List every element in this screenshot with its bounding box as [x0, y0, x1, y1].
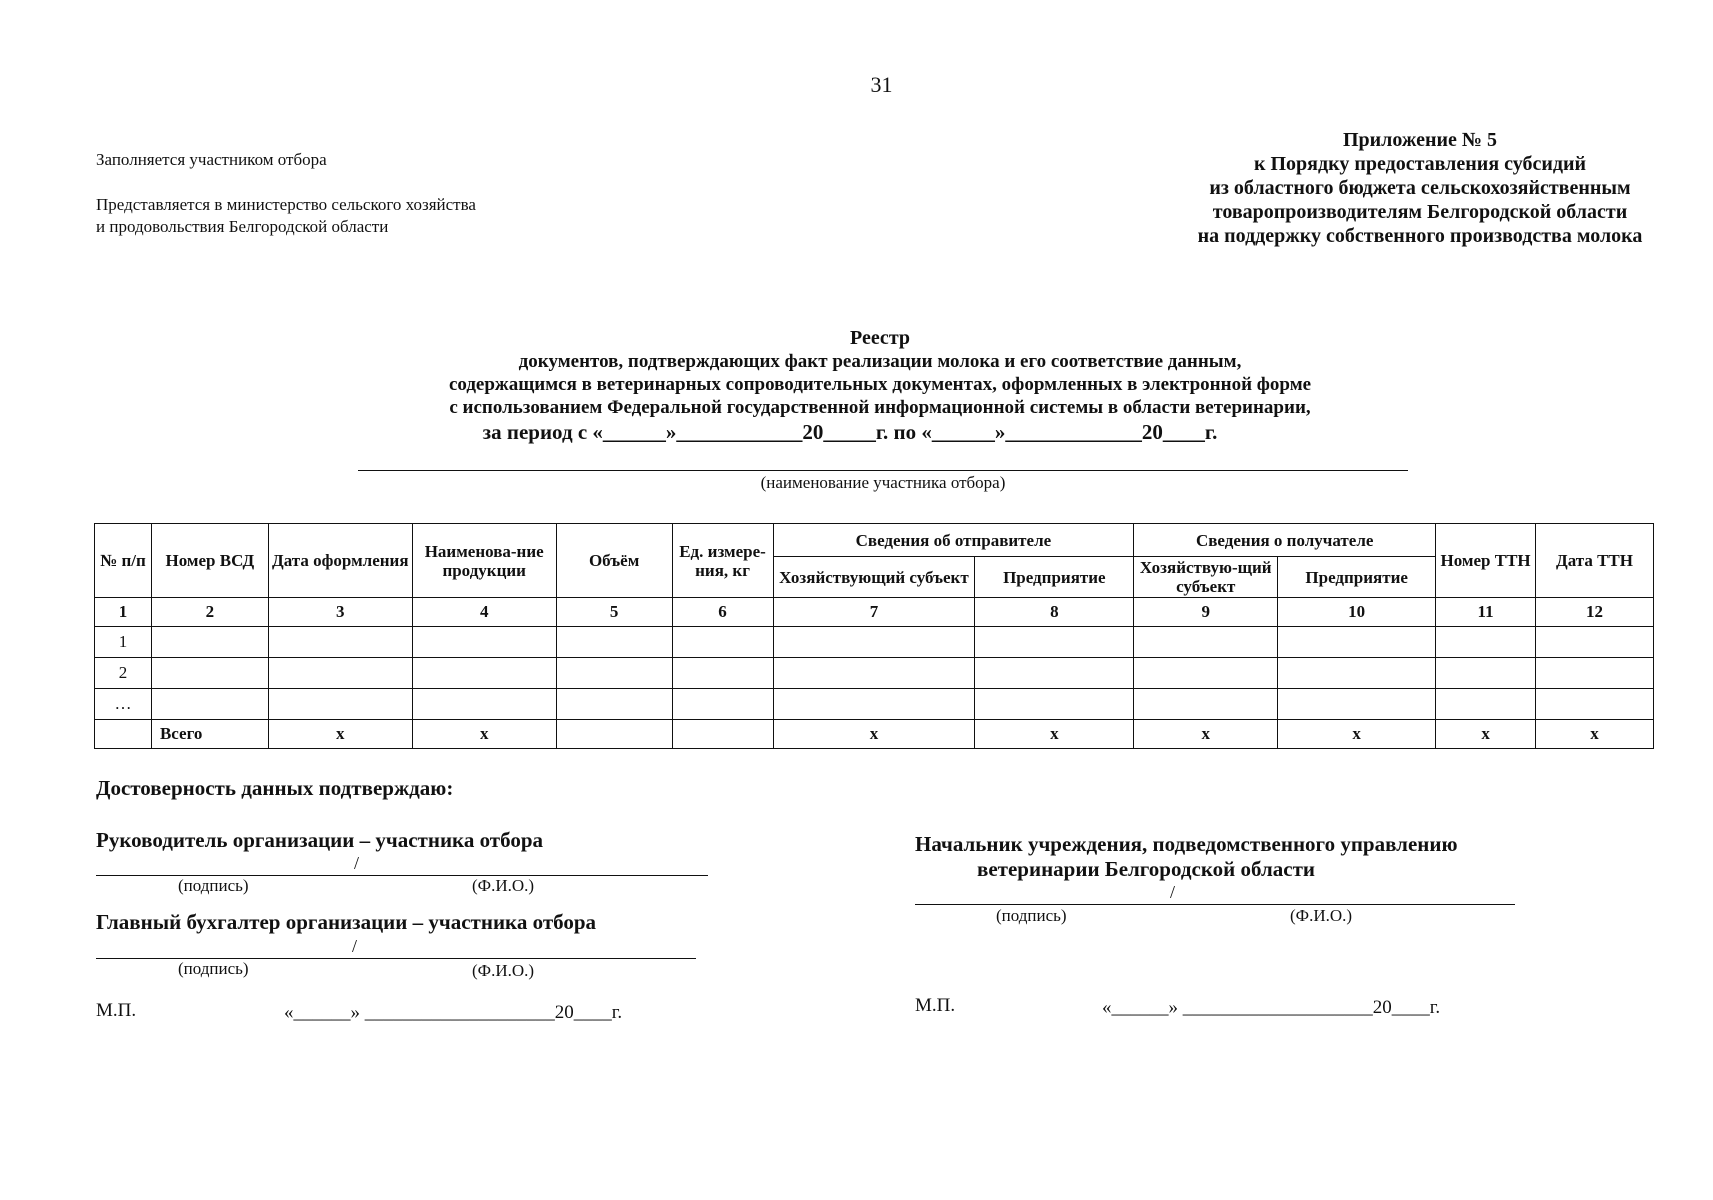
- table-cell: [1536, 689, 1654, 720]
- table-cell: [1436, 658, 1536, 689]
- column-number: 7: [773, 598, 975, 627]
- table-cell: [412, 627, 556, 658]
- table-cell: [268, 627, 412, 658]
- table-cell: …: [95, 689, 152, 720]
- table-row: [95, 689, 1654, 720]
- table-cell: [672, 689, 773, 720]
- accountant-signature-caption: (подпись): [178, 959, 249, 978]
- header-num: № п/п: [95, 524, 152, 598]
- table-cell: [672, 627, 773, 658]
- table-row: [95, 627, 1654, 658]
- accountant-name-caption: (Ф.И.О.): [472, 961, 535, 980]
- table-cell: [1278, 627, 1436, 658]
- header-recipient-entity: Хозяйствую-щий субъект: [1134, 557, 1278, 598]
- column-number: 6: [672, 598, 773, 627]
- total-cell: [672, 720, 773, 749]
- total-cell: х: [268, 720, 412, 749]
- submitted-to-line: Представляется в министерство сельского хозяйства: [96, 195, 476, 214]
- submitted-to-note: [96, 194, 616, 238]
- vet-signature-caption: (подпись): [996, 906, 1067, 925]
- accountant-title: Главный бухгалтер организации – участника отбора: [96, 910, 597, 934]
- table-cell: [412, 658, 556, 689]
- appendix-line: из областного бюджета сельскохозяйственным: [1209, 177, 1631, 199]
- seal-mark-right: М.П.: [915, 995, 956, 1016]
- total-cell: [95, 720, 152, 749]
- table-cell: [1134, 689, 1278, 720]
- total-label: Всего: [151, 720, 268, 749]
- vet-name-caption: (Ф.И.О.): [1290, 906, 1353, 925]
- header-sender-enterprise: Предприятие: [975, 557, 1134, 598]
- table-cell: [151, 658, 268, 689]
- head-name-caption: (Ф.И.О.): [472, 876, 535, 895]
- page-number: 31: [870, 72, 893, 97]
- table-cell: [773, 658, 975, 689]
- date-line-right: «______» ____________________20____г.: [1102, 997, 1441, 1018]
- table-cell: [1436, 689, 1536, 720]
- table-cell: [773, 627, 975, 658]
- header-unit: Ед. измере-ния, кг: [672, 524, 773, 598]
- column-numbers-row: [95, 598, 1654, 627]
- column-number: 9: [1134, 598, 1278, 627]
- total-cell: х: [975, 720, 1134, 749]
- table-cell: [556, 627, 672, 658]
- header-sender-group: Сведения об отправителе: [773, 524, 1134, 557]
- head-slash: /: [354, 853, 360, 873]
- participant-caption: (наименование участника отбора): [760, 473, 1006, 492]
- table-row: [95, 658, 1654, 689]
- header-vsd-number: Номер ВСД: [151, 524, 268, 598]
- table-cell: [672, 658, 773, 689]
- seal-mark-left: М.П.: [96, 1000, 137, 1021]
- table-cell: [1134, 658, 1278, 689]
- appendix-line: на поддержку собственного производства молока: [1197, 225, 1643, 247]
- table-cell: [1134, 627, 1278, 658]
- column-number: 1: [95, 598, 152, 627]
- header-ttn-date: Дата ТТН: [1536, 524, 1654, 598]
- column-number: 2: [151, 598, 268, 627]
- total-cell: х: [1134, 720, 1278, 749]
- table-cell: [556, 689, 672, 720]
- table-cell: [151, 689, 268, 720]
- filled-by-note: Заполняется участником отбора: [96, 150, 327, 169]
- column-number: 5: [556, 598, 672, 627]
- total-cell: [556, 720, 672, 749]
- table-cell: [268, 658, 412, 689]
- table-cell: 2: [95, 658, 152, 689]
- table-cell: [1278, 658, 1436, 689]
- total-cell: х: [412, 720, 556, 749]
- vet-head-title-line2: ветеринарии Белгородской области: [977, 857, 1315, 881]
- total-cell: х: [1536, 720, 1654, 749]
- header-issue-date: Дата оформления: [268, 524, 412, 598]
- column-number: 10: [1278, 598, 1436, 627]
- table-cell: [975, 689, 1134, 720]
- accountant-slash: /: [352, 936, 358, 956]
- table-cell: [1536, 627, 1654, 658]
- registry-title: Реестр: [849, 327, 911, 349]
- table-cell: [975, 658, 1134, 689]
- table-cell: [268, 689, 412, 720]
- participant-name-line: [358, 470, 1408, 471]
- header-product-name: Наименова-ние продукции: [412, 524, 556, 598]
- header-recipient-group: Сведения о получателе: [1134, 524, 1436, 557]
- table-cell: [412, 689, 556, 720]
- header-ttn-number: Номер ТТН: [1436, 524, 1536, 598]
- table-cell: [1278, 689, 1436, 720]
- column-number: 12: [1536, 598, 1654, 627]
- period-line: за период с «______»____________20_____г. по «______»_____________20____г.: [482, 420, 1218, 444]
- column-number: 3: [268, 598, 412, 627]
- column-number: 11: [1436, 598, 1536, 627]
- appendix-number: Приложение № 5: [1342, 129, 1498, 151]
- table-cell: [1436, 627, 1536, 658]
- appendix-heading: [1080, 128, 1713, 248]
- appendix-line: товаропроизводителям Белгородской области: [1212, 201, 1628, 223]
- column-number: 8: [975, 598, 1134, 627]
- header-volume: Объём: [556, 524, 672, 598]
- table-cell: [151, 627, 268, 658]
- total-row: [95, 720, 1654, 749]
- registry-subtitle-line: с использованием Федеральной государственной информационной системы в области ветеринарии,: [449, 397, 1311, 418]
- vet-slash: /: [1170, 882, 1176, 902]
- appendix-line: к Порядку предоставления субсидий: [1253, 153, 1587, 175]
- vet-head-title: Начальник учреждения, подведомственного управлению: [915, 832, 1458, 856]
- table-cell: 1: [95, 627, 152, 658]
- table-cell: [773, 689, 975, 720]
- header-sender-entity: Хозяйствующий субъект: [773, 557, 975, 598]
- submitted-to-line: и продовольствия Белгородской области: [96, 217, 389, 236]
- registry-subtitle-line: документов, подтверждающих факт реализации молока и его соответствие данным,: [518, 351, 1242, 372]
- confirmation-heading: Достоверность данных подтверждаю:: [96, 776, 454, 800]
- column-number: 4: [412, 598, 556, 627]
- table-cell: [975, 627, 1134, 658]
- head-title: Руководитель организации – участника отбора: [96, 828, 544, 852]
- table-cell: [556, 658, 672, 689]
- total-cell: х: [1436, 720, 1536, 749]
- header-recipient-enterprise: Предприятие: [1278, 557, 1436, 598]
- date-line-left: «______» ____________________20____г.: [284, 1002, 623, 1023]
- registry-table: [94, 523, 1654, 749]
- vet-signature-line: [915, 904, 1515, 905]
- registry-heading: [350, 327, 1410, 419]
- total-cell: х: [773, 720, 975, 749]
- table-cell: [1536, 658, 1654, 689]
- total-cell: х: [1278, 720, 1436, 749]
- registry-subtitle-line: содержащимся в ветеринарных сопроводительных документах, оформленных в электронной форме: [448, 374, 1312, 395]
- head-signature-caption: (подпись): [178, 876, 249, 895]
